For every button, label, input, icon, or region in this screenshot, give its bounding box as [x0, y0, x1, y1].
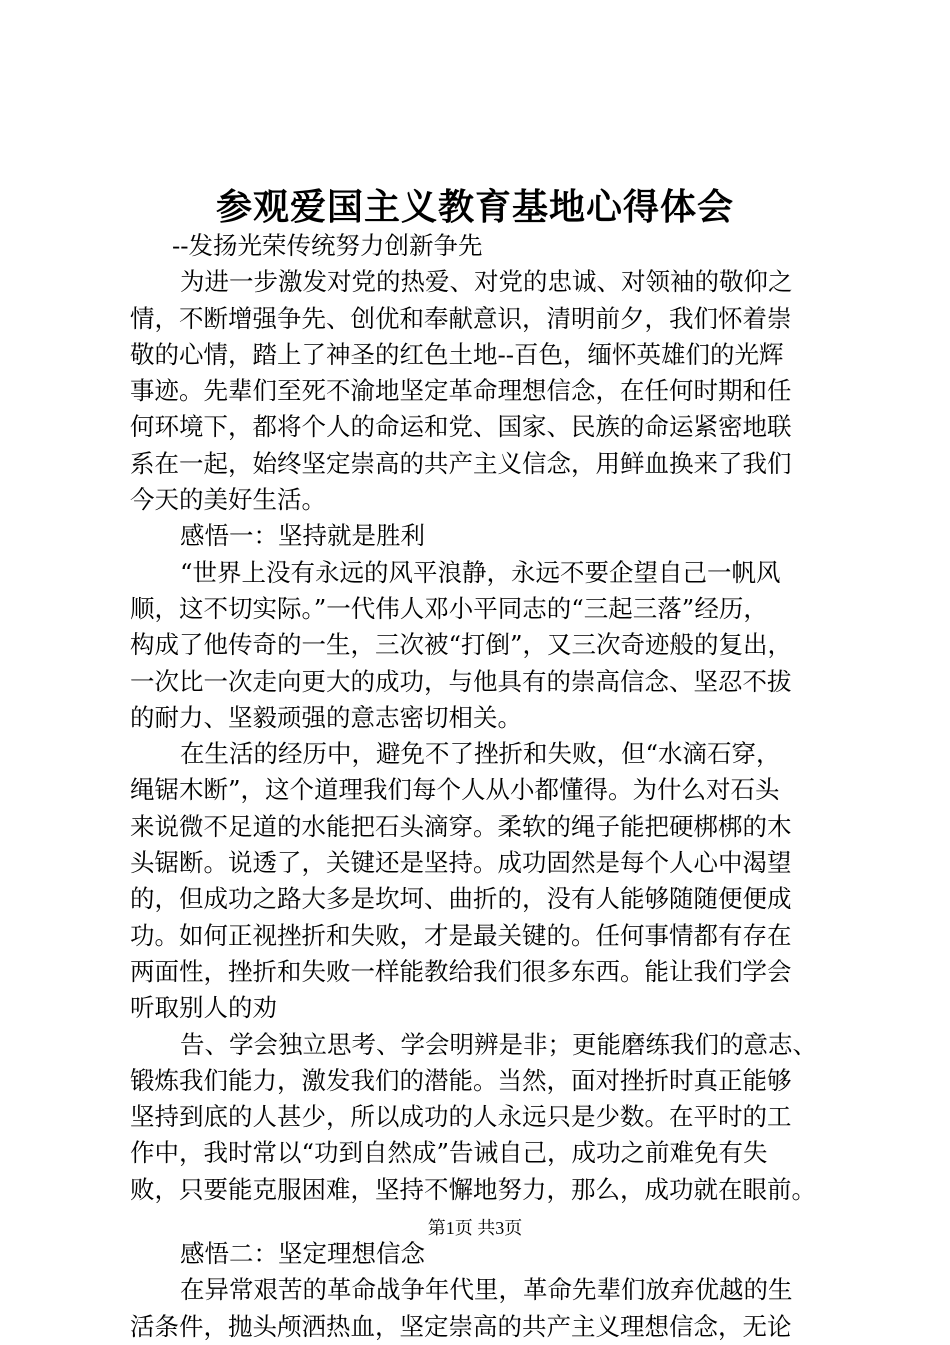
text-line: 感悟二：坚定理想信念	[180, 1239, 425, 1269]
text-line: 坚持到底的人甚少，所以成功的人永远只是少数。在平时的工	[130, 1102, 792, 1132]
text-line: 敬的心情，踏上了神圣的红色土地--百色，缅怀英雄们的光辉	[130, 339, 784, 369]
text-line: 构成了他传奇的一生，三次被“打倒”，又三次奇迹般的复出，	[130, 630, 793, 660]
text-line: 在生活的经历中，避免不了挫折和失败，但“水滴石穿，	[180, 739, 781, 769]
text-line: 活条件，抛头颅洒热血，坚定崇高的共产主义理想信念，无论	[130, 1311, 792, 1341]
text-line: 锻炼我们能力，激发我们的潜能。当然，面对挫折时真正能够	[130, 1065, 792, 1095]
text-line: 系在一起，始终坚定崇高的共产主义信念，用鲜血换来了我们	[130, 448, 792, 478]
text-line: “世界上没有永远的风平浪静，永远不要企望自己一帆风	[180, 557, 781, 587]
text-line: 感悟一：坚持就是胜利	[180, 521, 425, 551]
text-line: 告、学会独立思考、学会明辨是非；更能磨练我们的意志、	[180, 1029, 817, 1059]
text-line: 绳锯木断”，这个道理我们每个人从小都懂得。为什么对石头	[130, 775, 780, 805]
text-line: 的耐力、坚毅顽强的意志密切相关。	[130, 702, 522, 732]
document-body	[130, 228, 830, 1345]
page-number: 第1页 共3页	[427, 1218, 523, 1238]
paragraph-block	[130, 264, 830, 1208]
text-line: 功。如何正视挫折和失败，才是最关键的。任何事情都有存在	[130, 920, 792, 950]
text-line: 来说微不足道的水能把石头滴穿。柔软的绳子能把硬梆梆的木	[130, 811, 792, 841]
text-line: 顺，这不切实际。”一代伟人邓小平同志的“三起三落”经历，	[130, 593, 768, 623]
text-line: 听取别人的劝	[130, 993, 277, 1023]
text-line: 今天的美好生活。	[130, 485, 326, 515]
text-line: 作中，我时常以“功到自然成”告诫自己，成功之前难免有失	[130, 1138, 768, 1168]
document-subtitle: --发扬光荣传统努力创新争先	[172, 231, 483, 260]
text-line: 两面性，挫折和失败一样能教给我们很多东西。能让我们学会	[130, 956, 792, 986]
text-line: 情，不断增强争先、创优和奉献意识，清明前夕，我们怀着崇	[130, 303, 792, 333]
text-line: 败，只要能克服困难，坚持不懈地努力，那么，成功就在眼前。	[130, 1174, 816, 1204]
text-line: 何环境下，都将个人的命运和党、国家、民族的命运紧密地联	[130, 412, 792, 442]
text-line: 在异常艰苦的革命战争年代里，革命先辈们放弃优越的生	[180, 1275, 793, 1305]
text-line: 事迹。先辈们至死不渝地坚定革命理想信念，在任何时期和任	[130, 376, 792, 406]
text-line: 头锯断。说透了，关键还是坚持。成功固然是每个人心中渴望	[130, 848, 792, 878]
text-line: 一次比一次走向更大的成功，与他具有的崇高信念、坚忍不拔	[130, 666, 792, 696]
text-line: 为进一步激发对党的热爱、对党的忠诚、对领袖的敬仰之	[180, 267, 793, 297]
document-title: 参观爱国主义教育基地心得体会	[215, 186, 734, 228]
paragraph-block	[130, 1236, 830, 1345]
text-line: 的，但成功之路大多是坎坷、曲折的，没有人能够随随便便成	[130, 884, 792, 914]
